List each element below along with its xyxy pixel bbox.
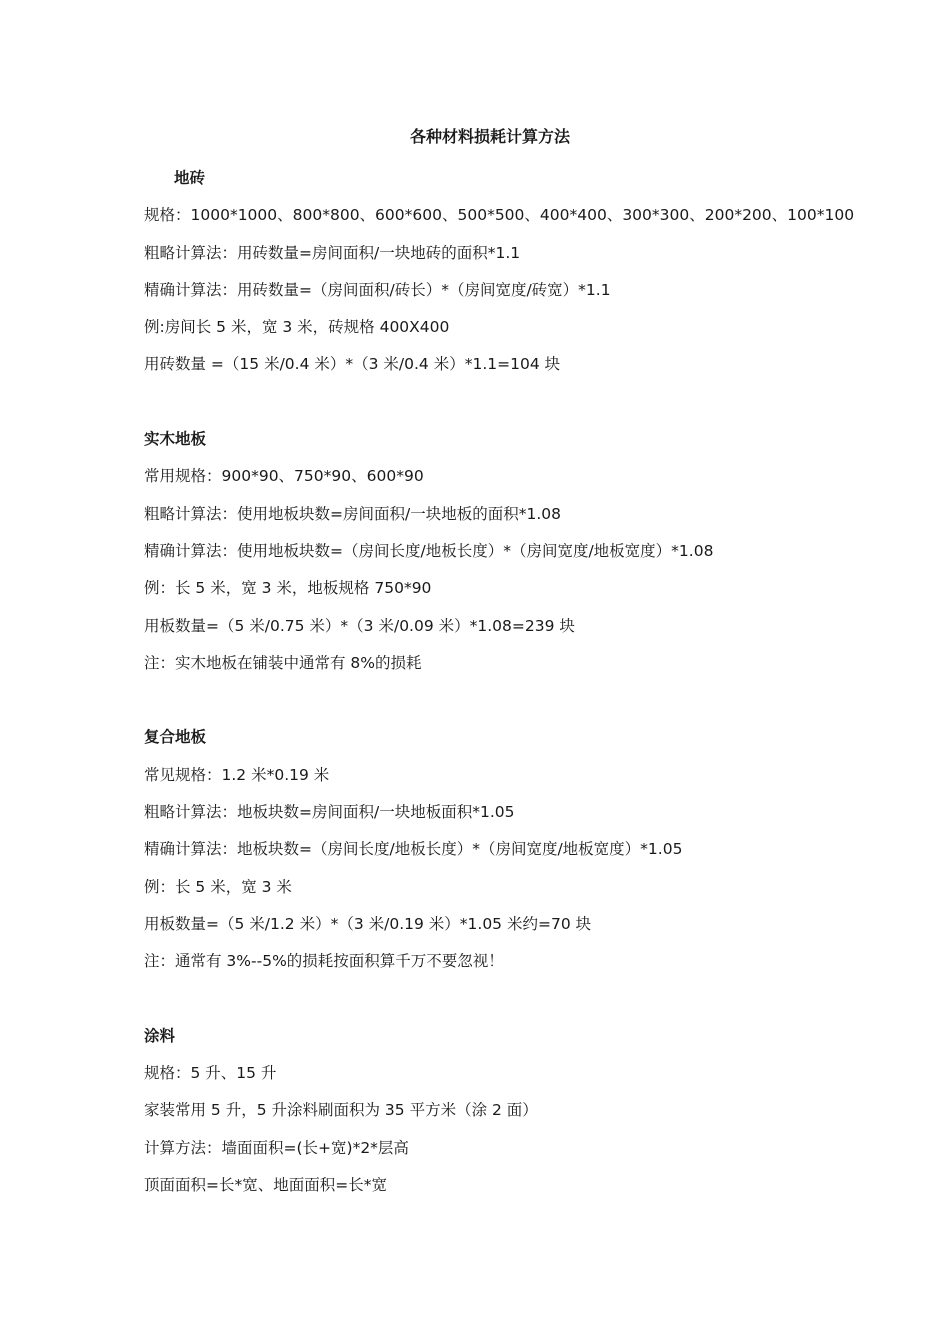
document-body [144,160,924,1204]
paragraph-line: 精确计算法：地板块数=（房间长度/地板长度）*（房间宽度/地板宽度）*1.05 [144,840,683,859]
paragraph-line: 注：通常有 3%--5%的损耗按面积算千万不要忽视！ [144,952,504,971]
paragraph-line: 规格：1000*1000、800*800、600*600、500*500、400*400、300*300、200*200、100*100 [144,206,855,225]
paragraph-line: 精确计算法：用砖数量=（房间面积/砖长）*（房间宽度/砖宽）*1.1 [144,280,611,299]
paragraph-line: 规格：5 升、15 升 [144,1064,277,1083]
section-spacer [144,384,924,421]
paragraph-line: 家装常用 5 升，5 升涂料刷面积为 35 平方米（涂 2 面） [144,1101,538,1120]
section-spacer [144,682,924,719]
section-heading-solid-wood-floor: 实木地板 [144,430,207,449]
paragraph-line: 用板数量=（5 米/1.2 米）*（3 米/0.19 米）*1.05 米约=70 块 [144,914,592,933]
paragraph-line: 顶面面积=长*宽、地面面积=长*宽 [144,1176,387,1195]
section-heading-laminate-floor: 复合地板 [144,728,207,747]
document-title: 各种材料损耗计算方法 [409,127,570,146]
paragraph-line: 用砖数量 =（15 米/0.4 米）*（3 米/0.4 米）*1.1=104 块 [144,355,561,374]
paragraph-line: 常用规格：900*90、750*90、600*90 [144,467,424,486]
section-spacer [144,981,924,1018]
paragraph-line: 粗略计算法：使用地板块数=房间面积/一块地板的面积*1.08 [144,504,561,523]
paragraph-line: 常见规格：1.2 米*0.19 米 [144,765,330,784]
paragraph-line: 精确计算法：使用地板块数=（房间长度/地板长度）*（房间宽度/地板宽度）*1.08 [144,541,714,560]
paragraph-line: 例：长 5 米，宽 3 米，地板规格 750*90 [144,579,432,598]
paragraph-line: 粗略计算法：地板块数=房间面积/一块地板面积*1.05 [144,803,515,822]
paragraph-line: 例:房间长 5 米，宽 3 米，砖规格 400X400 [144,318,450,337]
paragraph-line: 粗略计算法：用砖数量=房间面积/一块地砖的面积*1.1 [144,243,521,262]
paragraph-line: 例：长 5 米，宽 3 米 [144,877,292,896]
section-heading-floor-tile: 地砖 [174,169,206,187]
section-heading-paint: 涂料 [144,1026,176,1045]
paragraph-line: 注：实木地板在铺装中通常有 8%的损耗 [144,653,422,672]
paragraph-line: 用板数量=（5 米/0.75 米）*（3 米/0.09 米）*1.08=239 块 [144,616,575,635]
paragraph-line: 计算方法：墙面面积=(长+宽)*2*层高 [144,1138,409,1157]
